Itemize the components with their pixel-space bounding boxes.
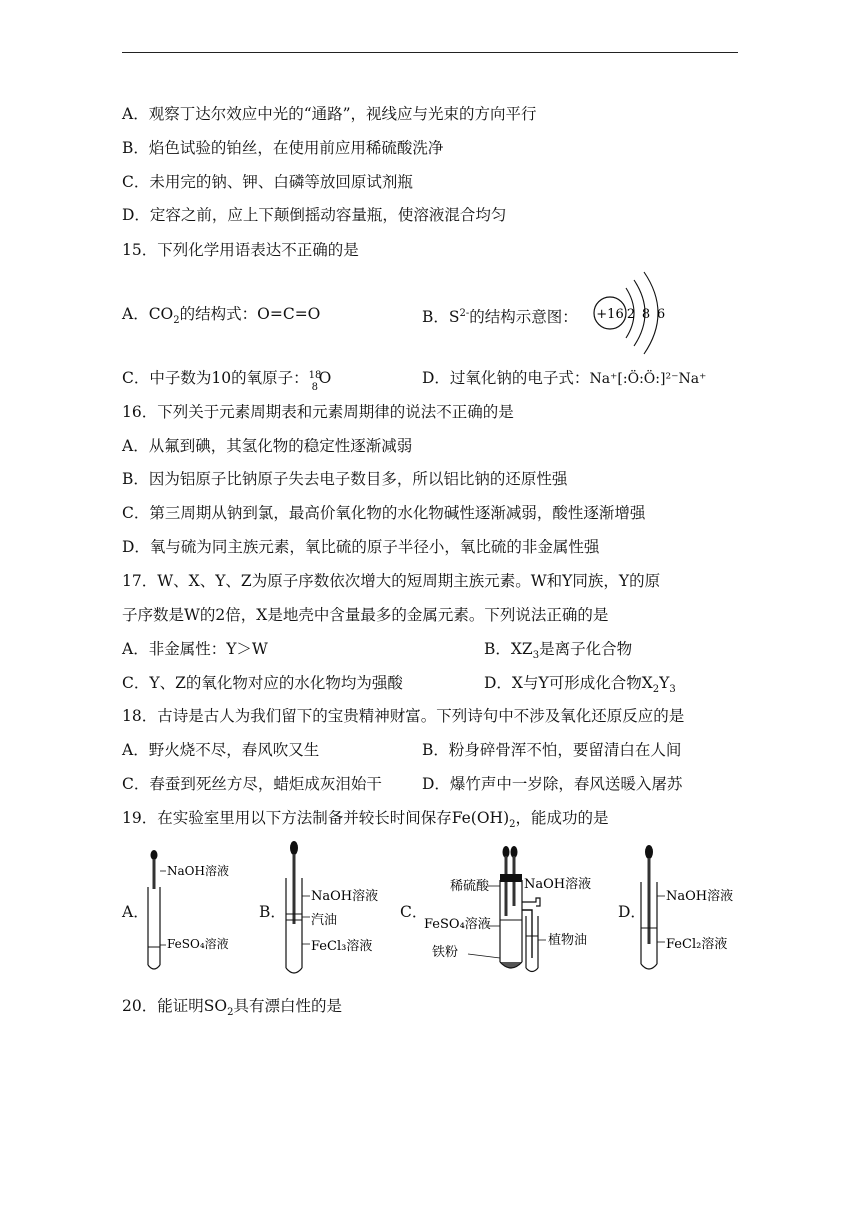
label-feso4: FeSO₄溶液 (424, 917, 491, 932)
label-naoh: NaOH溶液 (666, 889, 734, 904)
q17-option-a: A．非金属性：Y＞W (122, 640, 268, 658)
shell-count-3: 6 (656, 307, 666, 322)
label-fecl3: FeCl₃溶液 (311, 939, 373, 954)
q18-option-c: C．春蚕到死丝方尽，蜡炬成灰泪始干 (122, 775, 382, 793)
q17-option-b: B．$XZ_3$是离子化合物 (484, 640, 633, 662)
q19-option-c-label: C． (400, 903, 428, 921)
q17-stem-line-1: 17．W、X、Y、Z为原子序数依次增大的短周期主族元素。W和Y同族，Y的原 (122, 572, 661, 590)
test-tube-bottom (148, 965, 160, 969)
q17-stem-line-2: 子序数是W的2倍，X是地壳中含量最多的金属元素。下列说法正确的是 (122, 606, 609, 624)
apparatus-a (140, 845, 240, 975)
shell-count-2: 8 (641, 307, 651, 322)
label-oil: 植物油 (548, 933, 588, 948)
q16-option-c: C．第三周期从钠到氯，最高价氧化物的水化物碱性逐渐减弱，酸性逐渐增强 (122, 504, 646, 522)
q15-option-b: B．$S^{2-}$的结构示意图： (422, 308, 578, 327)
label-fe: 铁粉 (432, 945, 459, 960)
apparatus-b (280, 838, 400, 983)
q15-stem: 15．下列化学用语表达不正确的是 (122, 241, 359, 259)
q19-option-b-label: B． (259, 903, 286, 921)
q20-stem: 20．能证明$SO_2$具有漂白性的是 (122, 997, 342, 1019)
q14-option-c: C．未用完的钠、钾、白磷等放回原试剂瓶 (122, 173, 413, 191)
q15-option-a: A．$CO_2$的结构式：O=C=O (122, 305, 321, 327)
q16-stem: 16．下列关于元素周期表和元素周期律的说法不正确的是 (122, 403, 514, 421)
delivery-tube (522, 910, 532, 958)
apparatus-d (635, 842, 745, 977)
label-naoh: NaOH溶液 (311, 889, 379, 904)
leader-fe (468, 954, 500, 958)
q16-option-a: A．从氟到碘，其氢化物的稳定性逐渐减弱 (122, 437, 413, 455)
label-feso4: FeSO₄溶液 (167, 937, 229, 951)
dropper-bulb (290, 841, 298, 855)
label-naoh: NaOH溶液 (167, 864, 229, 878)
dropper-bulb (151, 850, 158, 860)
test-tube-bottom (286, 968, 302, 973)
q14-option-d: D．定容之前，应上下颠倒摇动容量瓶，使溶液混合均匀 (122, 206, 507, 224)
apparatus-c (418, 840, 603, 980)
label-fecl2: FeCl₂溶液 (666, 937, 728, 952)
header-rule (122, 52, 738, 53)
q17-option-c: C．Y、Z的氧化物对应的水化物均为强酸 (122, 674, 403, 692)
q15-option-c: C．中子数为10的氧原子： 18 8 O (122, 369, 332, 393)
dropper-tube-1 (505, 856, 508, 916)
dropper-bulb (645, 845, 653, 859)
q16-option-d: D．氧与硫为同主族元素，氧比硫的原子半径小，氧比硫的非金属性强 (122, 538, 600, 556)
q15-option-d: D．过氧化钠的电子式：Na⁺[:Ö:Ö:]²⁻Na⁺ (422, 369, 707, 387)
q18-option-b: B．粉身碎骨浑不怕，要留清白在人间 (422, 741, 682, 759)
q19-stem: 19．在实验室里用以下方法制备并较长时间保存$Fe(OH)_2$，能成功的是 (122, 809, 609, 831)
test-tube-bottom (641, 964, 657, 969)
delivery-tube-joint (522, 898, 540, 906)
receiver-tube-bottom (526, 968, 538, 972)
stopper (500, 874, 522, 882)
test-tube-bottom-iron (500, 962, 522, 968)
label-oil: 汽油 (311, 913, 338, 928)
nucleus-charge: +16 (596, 307, 624, 322)
q16-option-b: B．因为铝原子比钠原子失去电子数目多，所以铝比钠的还原性强 (122, 470, 568, 488)
q17-option-d: D．X与Y可形成化合物$X_2Y_3$ (484, 674, 676, 696)
q14-option-b: B．焰色试验的铂丝，在使用前应用稀硫酸洗净 (122, 139, 444, 157)
q18-stem: 18．古诗是古人为我们留下的宝贵精神财富。下列诗句中不涉及氧化还原反应的是 (122, 707, 685, 725)
q18-option-a: A．野火烧不尽，春风吹又生 (122, 741, 320, 759)
q19-option-d-label: D． (618, 903, 646, 921)
sulfur-ion-structure-diagram (590, 270, 680, 356)
q18-option-d: D．爆竹声中一岁除，春风送暖入屠苏 (422, 775, 683, 793)
q14-option-a: A．观察丁达尔效应中光的“通路”，视线应与光束的方向平行 (122, 105, 537, 123)
dropper-tube (153, 859, 156, 889)
label-naoh: NaOH溶液 (524, 877, 592, 892)
q19-option-a-label: A． (122, 903, 149, 921)
dropper-tube (648, 858, 651, 944)
label-acid: 稀硫酸 (450, 879, 490, 894)
shell-count-1: 2 (626, 307, 636, 322)
